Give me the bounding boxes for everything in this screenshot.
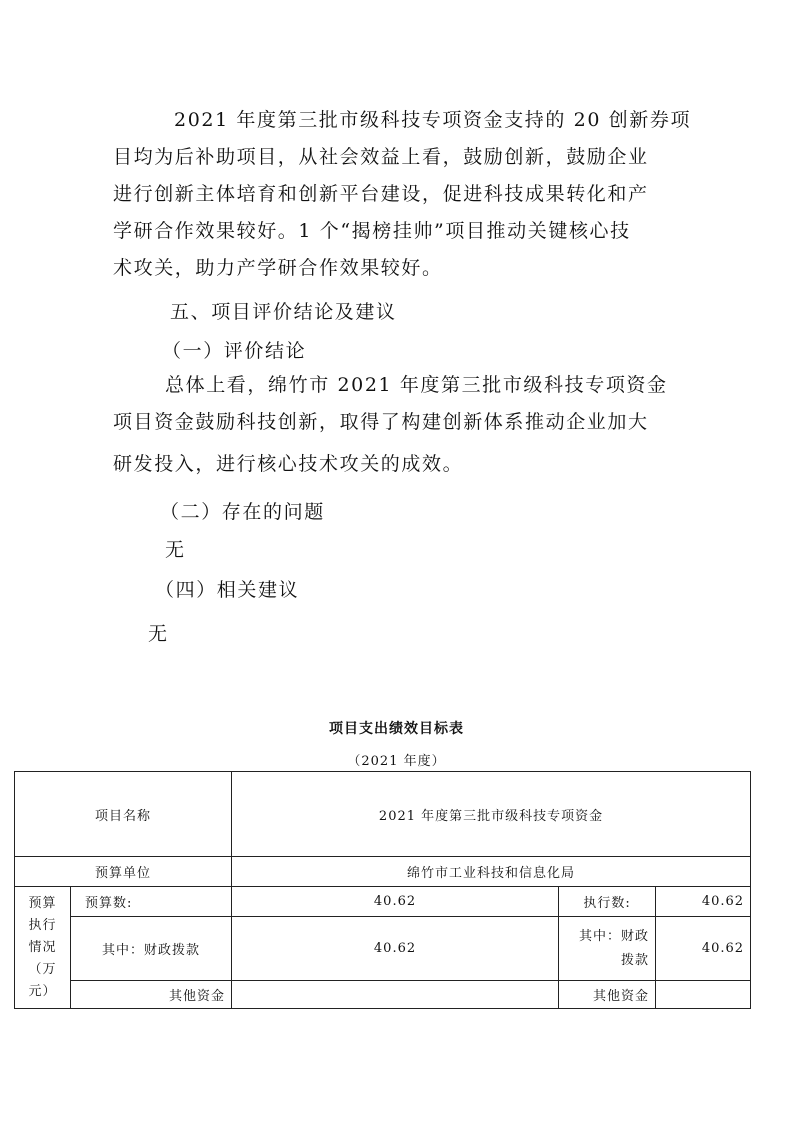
- table-row: [15, 772, 751, 857]
- budget-amount-label: 预算数:: [71, 887, 232, 917]
- other-funds-value: [232, 981, 559, 1009]
- paragraph-1-line-1: 2021 年度第三批市级科技专项资金支持的 20 创新券项: [174, 109, 692, 131]
- table-row: [15, 887, 751, 917]
- exec-group-label-line: 情况: [28, 939, 57, 955]
- exec-group-label: [15, 887, 71, 1009]
- table-year: （2021 年度）: [347, 754, 446, 769]
- paragraph-1-line-5: 术攻关，助力产学研合作效果较好。: [113, 257, 443, 279]
- budget-unit-label: 预算单位: [15, 857, 232, 887]
- paragraph-1-line-4: 学研合作效果较好。1 个“揭榜挂帅”项目推动关键核心技: [113, 220, 631, 242]
- fiscal-exec-label-line: 拨款: [621, 952, 650, 968]
- table-row: [15, 857, 751, 887]
- exec-amount-label: 执行数:: [559, 887, 656, 917]
- table-row: [15, 981, 751, 1009]
- paragraph-1-line-2: 目均为后补助项目，从社会效益上看，鼓励创新，鼓励企业: [113, 146, 649, 168]
- subheading-suggestions: （四）相关建议: [155, 579, 300, 601]
- exec-group-label-line: 预算: [28, 895, 57, 911]
- suggestions-text: 无: [148, 623, 169, 645]
- fiscal-value: 40.62: [232, 917, 559, 981]
- paragraph-2-line-3: 研发投入，进行核心技术攻关的成效。: [113, 453, 464, 475]
- paragraph-1-line-3: 进行创新主体培育和创新平台建设，促进科技成果转化和产: [113, 183, 649, 205]
- other-exec-value: [656, 981, 751, 1009]
- budget-amount-value: 40.62: [232, 887, 559, 917]
- exec-group-label-line: （万: [28, 961, 57, 977]
- fiscal-exec-label: [559, 917, 656, 981]
- exec-amount-value: 40.62: [656, 887, 751, 917]
- project-name-value: 2021 年度第三批市级科技专项资金: [232, 772, 751, 857]
- table-title: 项目支出绩效目标表: [329, 721, 464, 737]
- budget-unit-value: 绵竹市工业科技和信息化局: [232, 857, 751, 887]
- other-exec-label: 其他资金: [559, 981, 656, 1009]
- table-row: [15, 917, 751, 981]
- paragraph-2-line-2: 项目资金鼓励科技创新，取得了构建创新体系推动企业加大: [113, 411, 649, 433]
- subheading-problems: （二）存在的问题: [160, 501, 325, 523]
- section-heading-five: 五、项目评价结论及建议: [170, 301, 397, 323]
- fiscal-label: 其中：财政拨款: [71, 917, 232, 981]
- performance-target-table: [14, 771, 751, 1009]
- fiscal-exec-value: 40.62: [656, 917, 751, 981]
- problems-text: 无: [165, 539, 186, 561]
- paragraph-2-line-1: 总体上看，绵竹市 2021 年度第三批市级科技专项资金: [165, 374, 668, 396]
- project-name-label: 项目名称: [15, 772, 232, 857]
- subheading-conclusion: （一）评价结论: [162, 340, 307, 362]
- exec-group-label-line: 执行: [28, 917, 57, 933]
- exec-group-label-line: 元）: [28, 983, 57, 999]
- other-funds-label: 其他资金: [71, 981, 232, 1009]
- fiscal-exec-label-line: 其中：财政: [579, 928, 650, 944]
